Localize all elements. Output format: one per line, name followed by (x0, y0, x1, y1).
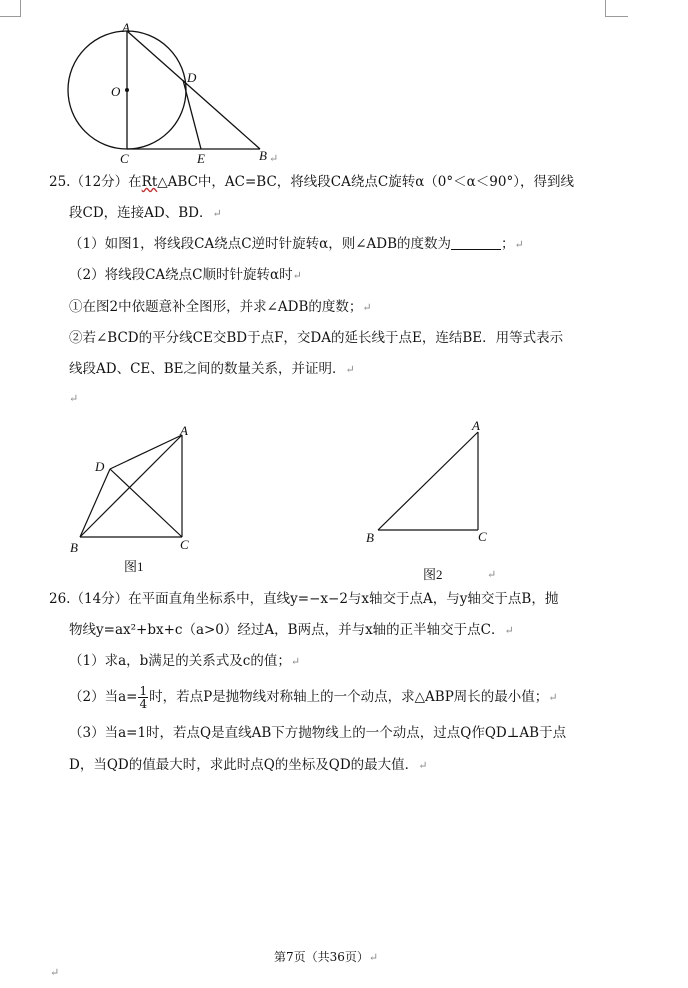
q26-part-3: （3）当a=1时，若点Q是直线AB下方抛物线上的一个动点，过点Q作QD⊥AB于点 (69, 725, 567, 741)
q25-line-1: 25.（12分）在Rt△ABC中，AC=BC，将线段CA绕点C旋转α（0°＜α＜90°），得到线 (49, 174, 574, 190)
fig2-label-c: C (478, 529, 487, 544)
fig2-label-a: A (472, 418, 480, 433)
q25-part-1: （1）如图1，将线段CA绕点C逆时针旋转α，则∠ADB的度数为 ；↵ (69, 236, 524, 252)
label-b: B (259, 148, 267, 163)
q25-part-2-2: ②若∠BCD的平分线CE交BD于点F，交DA的延长线于点E，连结BE．用等式表示 (69, 330, 564, 346)
page-footer: 第7页（共36页）↵ (274, 950, 379, 964)
fraction-one-quarter: $\frac{1}{4}$ (139, 684, 148, 711)
answer-blank[interactable] (451, 237, 501, 250)
fig1-label-a: A (180, 423, 188, 438)
figure-1 (70, 425, 200, 555)
q26-line-1: 26.（14分）在平面直角坐标系中，直线y=−x−2与x轴交于点A，与y轴交于点B，抛 (49, 591, 559, 607)
fig1-ab (80, 435, 182, 537)
fig1-cd (110, 469, 182, 537)
q25-line-2: 段CD，连接AD、BD．↵ (69, 205, 222, 221)
label-d: D (187, 70, 197, 85)
paragraph-mark: ↵ (487, 568, 497, 581)
label-a: A (122, 20, 130, 35)
q25-part-2: （2）将线段CA绕点C顺时针旋转α时↵ (69, 267, 302, 283)
q25-part-2-2b: 线段AD、CE、BE之间的数量关系，并证明．↵ (69, 361, 355, 377)
q26-part-1: （1）求a，b满足的关系式及c的值；↵ (69, 653, 301, 669)
fig1-caption: 图1 (124, 559, 144, 574)
segment-de (183, 80, 201, 149)
q26-part-3b: D，当QD的值最大时，求此时点Q的坐标及QD的最大值．↵ (69, 757, 428, 773)
label-c: C (120, 151, 129, 166)
crop-mark-right (605, 0, 628, 17)
center-dot (125, 88, 129, 92)
fig1-label-d: D (95, 459, 105, 474)
q26-line-2: 物线y=ax²+bx+c（a>0）经过A，B两点，并与x轴的正半轴交于点C．↵ (69, 622, 514, 638)
q26-part-2: （2）当a= $\frac{1}{4}$ 时，若点P是抛物线对称轴上的一个动点，求△ABP周长的最小值；↵ (69, 684, 558, 711)
q25-part-2-1: ①在图2中依题意补全图形，并求∠ADB的度数；↵ (69, 299, 372, 315)
paragraph-mark: ↵ (69, 392, 79, 405)
fig2-ab (378, 432, 478, 530)
fig2-caption: 图2 (423, 567, 443, 582)
circle-figure (55, 18, 285, 170)
crop-mark-left (0, 0, 21, 17)
fig1-ad (110, 435, 182, 469)
fig1-bd (80, 469, 110, 537)
segment-ab (127, 31, 260, 149)
paragraph-mark: ↵ (269, 152, 279, 165)
label-e: E (197, 151, 205, 166)
fig1-label-c: C (180, 537, 189, 552)
paragraph-mark: ↵ (50, 966, 60, 979)
label-o: O (111, 84, 121, 99)
figure-2 (370, 425, 490, 535)
fig2-label-b: B (366, 530, 374, 545)
fig1-label-b: B (70, 540, 78, 555)
